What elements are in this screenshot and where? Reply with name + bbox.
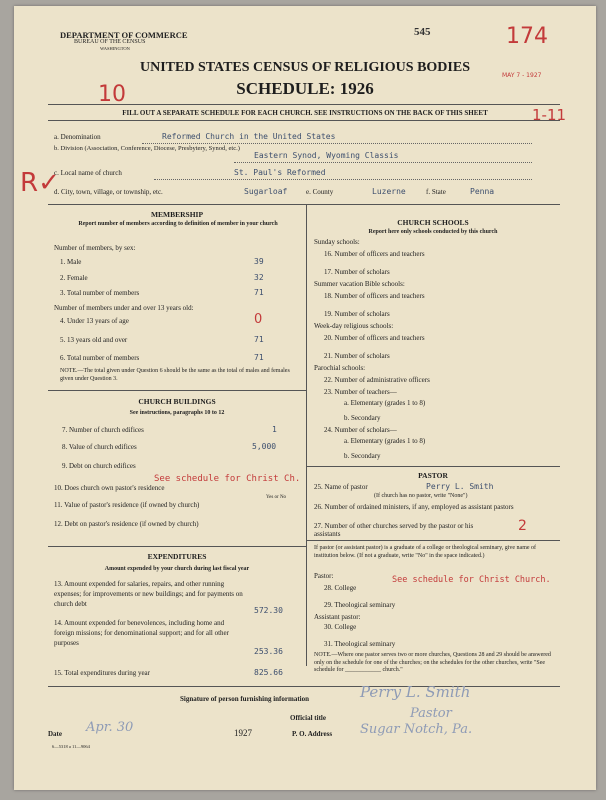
- q17-label: 17. Number of scholars: [324, 268, 390, 276]
- q28-label: 28. College: [324, 584, 357, 592]
- q15-value: 825.66: [254, 668, 283, 677]
- column-divider: [306, 204, 307, 666]
- location-label: WASHINGTON: [100, 46, 130, 51]
- denomination-label: a. Denomination: [54, 133, 101, 141]
- q24a-label: a. Elementary (grades 1 to 8): [344, 437, 426, 445]
- q8-label: 8. Value of church edifices: [62, 443, 137, 451]
- graduate-note: If pastor (or assistant pastor) is a graduate of a college or theological seminary, give name of institution below. (If not a graduate, write "No" in the space indicated.): [314, 545, 537, 559]
- q30-label: 30. College: [324, 623, 357, 631]
- q8-value: 5,000: [252, 442, 277, 451]
- q2-value: 32: [254, 273, 264, 282]
- q7-label: 7. Number of church edifices: [62, 426, 144, 434]
- q14-value: 253.36: [254, 647, 283, 656]
- q1-label: 1. Male: [60, 258, 82, 266]
- summer-label: Summer vacation Bible schools:: [314, 280, 405, 288]
- divider: [48, 390, 306, 391]
- expenditures-intro: Amount expended by your church during last fiscal year: [104, 566, 250, 572]
- form-title: UNITED STATES CENSUS OF RELIGIOUS BODIES: [139, 60, 470, 75]
- city-label: d. City, town, village, or township, etc.: [54, 188, 163, 196]
- q20-label: 20. Number of officers and teachers: [324, 334, 425, 342]
- q5-value: 71: [254, 335, 264, 344]
- annotation-right: 1-11: [532, 106, 567, 124]
- print-code: 6—5318 a 11—9064: [52, 744, 90, 749]
- q27-value: 2: [518, 518, 527, 534]
- divider: [48, 546, 306, 547]
- department-label: DEPARTMENT OF COMMERCE: [60, 30, 188, 40]
- q6-label: 6. Total number of members: [60, 354, 140, 362]
- q16-label: 16. Number of officers and teachers: [324, 250, 425, 258]
- q5-label: 5. 13 years old and over: [60, 336, 128, 344]
- expenditures-heading: EXPENDITURES: [147, 552, 207, 561]
- q23-label: 23. Number of teachers—: [324, 388, 397, 396]
- buildings-intro: See instructions, paragraphs 10 to 12: [129, 410, 225, 416]
- city-value: Sugarloaf: [244, 187, 288, 196]
- weekday-label: Week-day religious schools:: [314, 322, 394, 330]
- q15-label: 15. Total expenditures during year: [54, 669, 150, 677]
- q7-value: 1: [272, 425, 277, 434]
- signature-value: Perry L. Smith: [360, 683, 471, 701]
- q2-label: 2. Female: [60, 274, 88, 282]
- q3-value: 71: [254, 288, 264, 297]
- q4-label: 4. Under 13 years of age: [60, 317, 129, 325]
- division-label: b. Division (Association, Conference, Diocese, Presbytery, Synod, etc.): [54, 145, 240, 152]
- q13-value: 572.30: [254, 606, 283, 615]
- date-year: 1927: [234, 728, 252, 738]
- q18-label: 18. Number of officers and teachers: [324, 292, 425, 300]
- membership-note: NOTE.—The total given under Question 6 should be the same as the total of males and females given under Question 3.: [60, 368, 290, 382]
- q23b-label: b. Secondary: [344, 414, 381, 422]
- pastor-sublabel: Pastor:: [314, 572, 334, 580]
- q12-label: 12. Debt on pastor's residence (if owned by church): [54, 520, 199, 528]
- date-value: Apr. 30: [86, 720, 134, 735]
- q1-value: 39: [254, 257, 264, 266]
- divider: [48, 686, 560, 687]
- buildings-heading: CHURCH BUILDINGS: [138, 397, 216, 406]
- q21-label: 21. Number of scholars: [324, 352, 390, 360]
- entry-line: [154, 179, 532, 180]
- form-number: 545: [414, 26, 431, 38]
- q22-label: 22. Number of administrative officers: [324, 376, 430, 384]
- local-name-value: St. Paul's Reformed: [234, 168, 326, 177]
- q31-label: 31. Theological seminary: [324, 640, 396, 648]
- q19-label: 19. Number of scholars: [324, 310, 390, 318]
- q27-label: 27. Number of other churches served by the pastor or his assistants: [314, 522, 474, 538]
- q29-label: 29. Theological seminary: [324, 601, 396, 609]
- county-label: e. County: [306, 188, 334, 196]
- denomination-value: Reformed Church in the United States: [162, 132, 336, 141]
- q10-label: 10. Does church own pastor's residence: [54, 484, 165, 492]
- q24b-label: b. Secondary: [344, 452, 381, 460]
- schools-intro: Report here only schools conducted by this church: [368, 229, 498, 235]
- annotation-left: 10: [98, 82, 126, 107]
- q23a-label: a. Elementary (grades 1 to 8): [344, 399, 426, 407]
- parochial-label: Parochial schools:: [314, 364, 366, 372]
- bureau-label: BUREAU OF THE CENSUS: [74, 39, 146, 45]
- divider: [48, 204, 560, 205]
- census-form-page: [14, 6, 596, 790]
- q25-label: 25. Name of pastor: [314, 483, 368, 491]
- by-sex-label: Number of members, by sex:: [54, 244, 136, 252]
- yes-no-hint: Yes or No: [266, 495, 287, 500]
- form-subtitle: SCHEDULE: 1926: [236, 79, 374, 98]
- divider: [306, 540, 560, 541]
- divider: [306, 466, 560, 467]
- q4-value: 0: [254, 312, 263, 327]
- entry-line: [234, 162, 532, 163]
- annotation-date-stamp: MAY 7 - 1927: [502, 72, 542, 79]
- q25-value: Perry L. Smith: [426, 482, 494, 491]
- county-value: Luzerne: [372, 187, 406, 196]
- assistant-sublabel: Assistant pastor:: [314, 613, 361, 621]
- q24-label: 24. Number of scholars—: [324, 426, 397, 434]
- address-value: Sugar Notch, Pa.: [360, 722, 473, 737]
- divider: [48, 120, 560, 121]
- division-value: Eastern Synod, Wyoming Classis: [254, 151, 399, 160]
- date-label: Date: [48, 730, 62, 738]
- sunday-label: Sunday schools:: [314, 238, 360, 246]
- q3-label: 3. Total number of members: [60, 289, 140, 297]
- q13-label: 13. Amount expended for salaries, repairs, and other running expenses; for improvements or new buildings; and for payments on church debt: [54, 580, 243, 608]
- pastor-heading: PASTOR: [418, 471, 448, 480]
- q14-label: 14. Amount expended for benevolences, including home and foreign missions; for denominational support; and for all other purposes: [54, 619, 229, 647]
- schools-heading: CHURCH SCHOOLS: [397, 218, 469, 227]
- pastor-note: NOTE.—Where one pastor serves two or more churches, Questions 28 and 29 should be answered only on the schedule for one of the churches; on the schedules for the other churches, write "See schedule for ____________ church.": [314, 652, 551, 673]
- form-instruction: FILL OUT A SEPARATE SCHEDULE FOR EACH CHURCH. SEE INSTRUCTIONS ON THE BACK OF THIS SHEET: [122, 109, 488, 117]
- q9-label: 9. Debt on church edifices: [62, 462, 136, 470]
- q25-note: (If church has no pastor, write "None"): [374, 493, 468, 499]
- check-mark-icon: R✓: [20, 168, 60, 198]
- entry-line: [142, 143, 532, 144]
- local-name-label: c. Local name of church: [54, 169, 122, 177]
- state-label: f. State: [426, 188, 446, 196]
- address-label: P. O. Address: [292, 730, 333, 738]
- membership-heading: MEMBERSHIP: [150, 210, 204, 219]
- q11-label: 11. Value of pastor's residence (if owned by church): [54, 501, 200, 509]
- state-value: Penna: [470, 187, 495, 196]
- q10-value: See schedule for Christ Ch.: [154, 474, 301, 484]
- q6-value: 71: [254, 353, 264, 362]
- by-age-label: Number of members under and over 13 years old:: [54, 304, 194, 312]
- divider: [48, 104, 560, 105]
- official-title-value: Pastor: [410, 706, 452, 721]
- official-title-label: Official title: [290, 714, 326, 722]
- signature-label: Signature of person furnishing information: [180, 695, 309, 703]
- annotation-top-right: 174: [506, 24, 548, 49]
- q28-value: See schedule for Christ Church.: [392, 575, 551, 585]
- q26-label: 26. Number of ordained ministers, if any, employed as assistant pastors: [314, 503, 514, 511]
- membership-intro: Report number of members according to definition of member in your church: [78, 221, 278, 227]
